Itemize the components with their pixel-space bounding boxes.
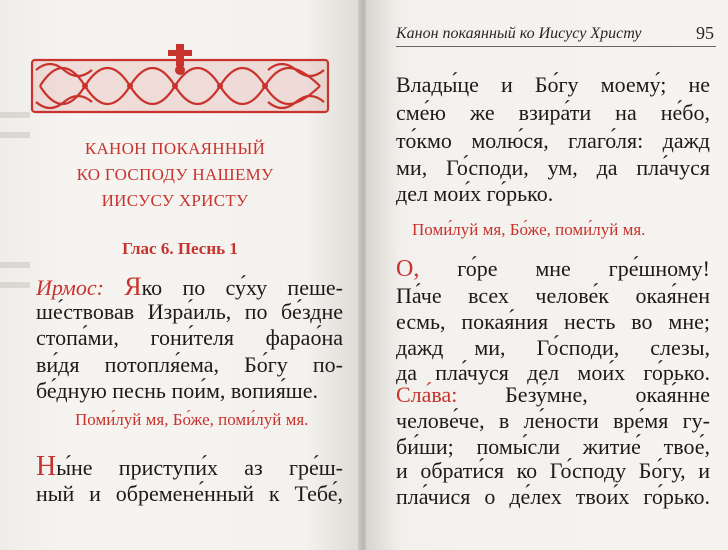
show-through xyxy=(0,112,30,118)
show-through xyxy=(0,262,30,268)
title-line: КАНОН ПОКАЯННЫЙ xyxy=(84,139,266,158)
refrain: Поми́луй мя, Бо́же, поми́луй мя. xyxy=(412,220,646,239)
stanza-line: да пла́чуся дел мои́х го́рько. xyxy=(396,360,710,385)
troparion-text: ы́не приступи́х аз гре́ш- xyxy=(56,455,343,480)
glory-text: Безу́мне, окая́нне xyxy=(457,382,710,407)
stanza-line: ми, Го́споди, ум, да пла́чуся xyxy=(396,155,710,180)
stanza-text: го́ре мне гре́шному! xyxy=(419,256,710,281)
troparion-line xyxy=(36,451,343,483)
running-header xyxy=(396,22,716,47)
red-celtic-knot-headpiece-icon xyxy=(30,40,330,115)
stanza-line: сме́ю же взира́ти на не́бо, xyxy=(396,100,710,125)
page-number: 95 xyxy=(696,23,714,43)
troparion-line: ный и обремене́нный к Тебе́, xyxy=(36,481,343,506)
stanza-line: Па́че всех челове́к окая́нен xyxy=(396,283,710,308)
glory-label: Сла́ва: xyxy=(396,382,458,407)
stanza-line: дажд ми, Го́споди, слезы, xyxy=(396,335,710,360)
irmos-line xyxy=(36,272,343,302)
troparion-initial: Н xyxy=(36,451,57,482)
glory-line: би́ши; помы́сли житие́ твое́, xyxy=(396,434,710,459)
glory-line: пла́чися о де́лех твои́х го́рько. xyxy=(396,484,710,509)
refrain: Поми́луй мя, Бо́же, поми́луй мя. xyxy=(75,410,309,429)
irmos-line: стопа́ми, гони́теля фарао́на xyxy=(36,325,343,350)
irmos-label: Ирмос: xyxy=(36,275,104,300)
canon-title xyxy=(45,136,305,214)
stanza-initial: О, xyxy=(396,256,420,282)
show-through xyxy=(0,282,30,288)
running-head: Канон покаянный ко Иисусу Христу xyxy=(396,25,642,42)
left-page xyxy=(0,0,360,550)
irmos-line: бе́дную песнь пои́м, вопия́ше. xyxy=(36,378,319,403)
irmos-initial: Я xyxy=(124,272,142,301)
title-line: КО ГОСПОДУ НАШЕМУ xyxy=(76,165,274,184)
stanza-line: Влады́це и Бо́гу моему́; не xyxy=(396,72,710,97)
show-through xyxy=(0,132,30,138)
tone-heading: Глас 6. Песнь 1 xyxy=(122,239,238,258)
glory-line xyxy=(396,382,710,408)
stanza-line: есмь, покая́ния несть во мне; xyxy=(396,309,710,334)
title-line: ИИСУСУ ХРИСТУ xyxy=(101,191,249,210)
irmos-text: ко по су́ху пеше- xyxy=(141,275,343,300)
irmos-line: ви́дя потопля́ема, Бо́гу по- xyxy=(36,352,343,377)
glory-line: и обрати́ся ко Го́споду Бо́гу, и xyxy=(396,458,710,483)
stanza-line: дел мои́х го́рько. xyxy=(396,181,554,206)
irmos-line: ше́ствовав Изра́иль, по бе́здне xyxy=(36,299,343,324)
glory-line: челове́че, в ле́ности вре́мя гу- xyxy=(396,408,710,433)
stanza-line xyxy=(396,256,710,283)
stanza-line: то́кмо молю́ся, глаго́ля: дажд xyxy=(396,128,710,153)
